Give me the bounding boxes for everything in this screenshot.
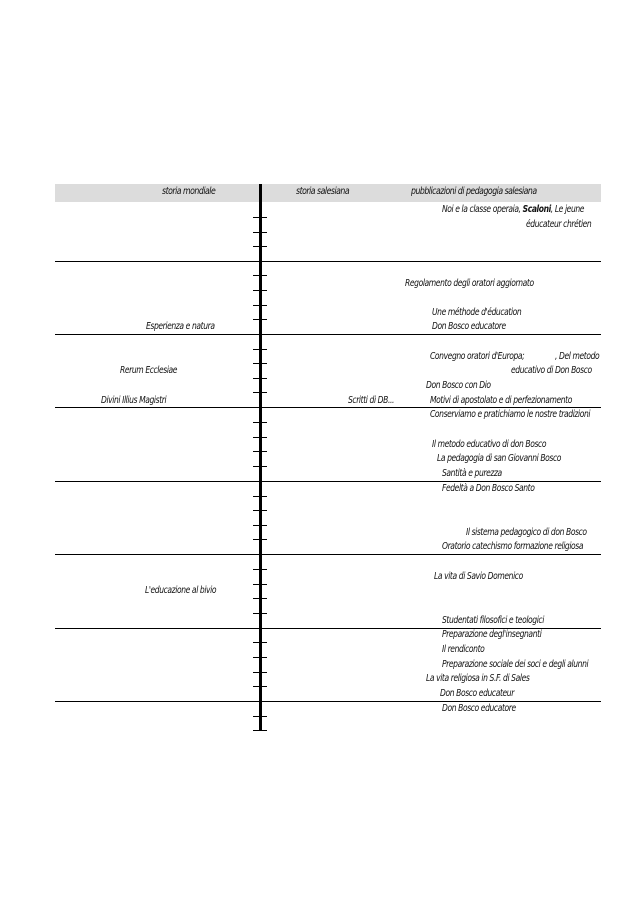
year-tick bbox=[253, 319, 267, 320]
publication-entry: Une méthode d'éducation bbox=[432, 307, 522, 318]
year-tick bbox=[253, 613, 267, 614]
period-separator bbox=[55, 701, 601, 702]
publication-entry: Convegno oratori d'Europa; bbox=[430, 351, 525, 362]
publication-entry: La pedagogia di san Giovanni Bosco bbox=[437, 453, 561, 464]
year-tick bbox=[253, 716, 267, 717]
author-name: Scaloni bbox=[522, 204, 551, 215]
year-tick bbox=[253, 246, 267, 247]
year-tick bbox=[253, 378, 267, 379]
world-history-entry: L'educazione al bivio bbox=[145, 585, 217, 596]
publication-entry: Santità e purezza bbox=[442, 468, 502, 479]
timeline-axis bbox=[259, 184, 262, 731]
year-tick bbox=[253, 217, 267, 218]
year-tick bbox=[253, 657, 267, 658]
year-tick bbox=[253, 730, 267, 731]
year-tick bbox=[253, 569, 267, 570]
year-tick bbox=[253, 349, 267, 350]
column-header-world-history: storia mondiale bbox=[162, 186, 216, 197]
year-tick bbox=[253, 598, 267, 599]
period-separator bbox=[55, 261, 601, 262]
publication-entry: , Del metodo bbox=[555, 351, 600, 362]
salesian-history-entry: Scritti di DB... bbox=[348, 395, 394, 406]
publication-entry: Il metodo educativo di don Bosco bbox=[432, 439, 547, 450]
year-tick bbox=[253, 305, 267, 306]
publication-entry: Don Bosco con Dio bbox=[426, 380, 491, 391]
period-separator bbox=[55, 407, 601, 408]
publication-entry: Noi e la classe operaia, Scaloni, Le jeune bbox=[442, 204, 585, 215]
period-separator bbox=[55, 554, 601, 555]
year-tick bbox=[253, 437, 267, 438]
publication-entry: Don Bosco educatore bbox=[442, 703, 516, 714]
column-header-salesian-history: storia salesiana bbox=[296, 186, 350, 197]
world-history-entry: Esperienza e natura bbox=[146, 321, 215, 332]
year-tick bbox=[253, 584, 267, 585]
year-tick bbox=[253, 672, 267, 673]
publication-entry: Conserviamo e pratichiamo le nostre tradizioni bbox=[430, 409, 591, 420]
year-tick bbox=[253, 466, 267, 467]
publication-entry: Il sistema pedagogico di don Bosco bbox=[466, 527, 587, 538]
year-tick bbox=[253, 451, 267, 452]
year-tick bbox=[253, 525, 267, 526]
year-tick bbox=[253, 392, 267, 393]
publication-entry: La vita di Savio Domenico bbox=[434, 571, 523, 582]
publication-entry: Oratorio catechismo formazione religiosa bbox=[442, 541, 584, 552]
world-history-entry: Divini Illius Magistri bbox=[101, 395, 167, 406]
publication-entry: Don Bosco educatore bbox=[432, 321, 506, 332]
publication-entry: La vita religiosa in S.F. di Sales bbox=[426, 673, 530, 684]
publication-entry: educativo di Don Bosco bbox=[511, 365, 592, 376]
year-tick bbox=[253, 496, 267, 497]
year-tick bbox=[253, 510, 267, 511]
publication-entry: Il rendiconto bbox=[442, 644, 485, 655]
year-tick bbox=[253, 275, 267, 276]
period-separator bbox=[55, 481, 601, 482]
publication-entry: Preparazione degl'insegnanti bbox=[442, 629, 542, 640]
year-tick bbox=[253, 422, 267, 423]
year-tick bbox=[253, 642, 267, 643]
period-separator bbox=[55, 334, 601, 335]
year-tick bbox=[253, 290, 267, 291]
year-tick bbox=[253, 686, 267, 687]
publication-entry: Don Bosco educateur bbox=[440, 688, 514, 699]
year-tick bbox=[253, 539, 267, 540]
year-tick bbox=[253, 232, 267, 233]
publication-entry: Motivi di apostolato e di perfezionamento bbox=[430, 395, 572, 406]
publication-entry: Preparazione sociale dei soci e degli alunni bbox=[442, 659, 589, 670]
publication-entry: éducateur chrétien bbox=[526, 219, 592, 230]
column-header-publications: pubblicazioni di pedagogia salesiana bbox=[411, 186, 537, 197]
world-history-entry: Rerum Ecclesiae bbox=[120, 365, 178, 376]
year-tick bbox=[253, 363, 267, 364]
publication-entry: Fedeltà a Don Bosco Santo bbox=[442, 483, 535, 494]
publication-entry: Regolamento degli oratori aggiornato bbox=[405, 278, 534, 289]
publication-entry: Studentati filosofici e teologici bbox=[442, 615, 544, 626]
